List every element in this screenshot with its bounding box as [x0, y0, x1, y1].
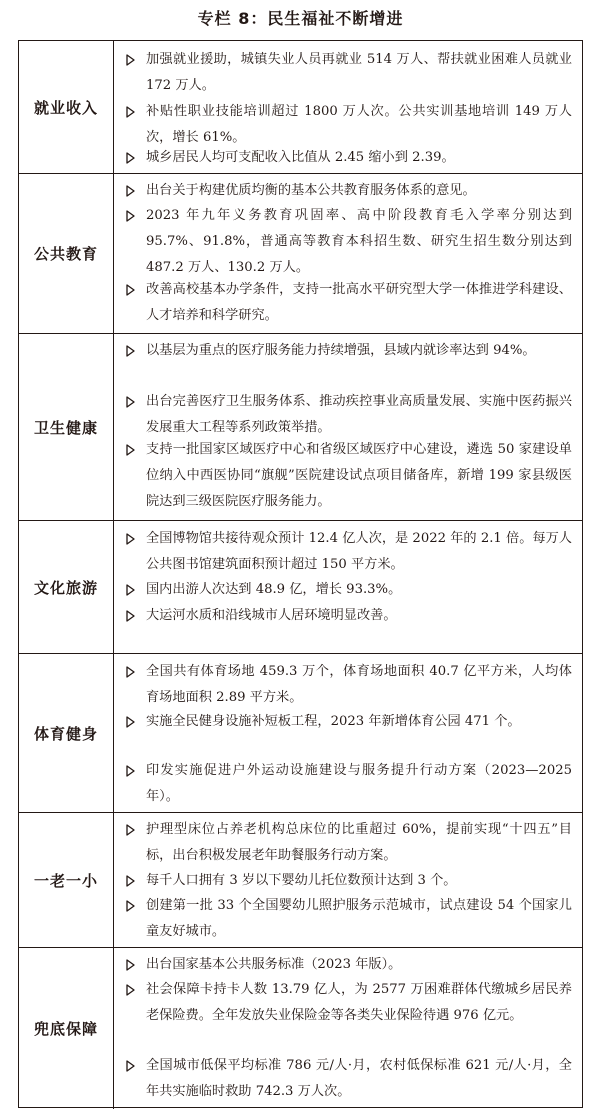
category-label: 一老一小 [19, 813, 114, 947]
arrow-bullet-icon [124, 444, 136, 456]
arrow-bullet-icon [124, 875, 136, 887]
items-cell [114, 41, 582, 173]
arrow-bullet-icon [124, 54, 136, 66]
list-item [124, 709, 572, 735]
arrow-bullet-icon [124, 610, 136, 622]
category-label: 兜底保障 [19, 948, 114, 1109]
list-item [124, 389, 572, 441]
item-text: 全国城市低保平均标准 786 元/人·月，农村低保标准 621 元/人·月，全年共实施临时救助 742.3 万人次。 [146, 1058, 572, 1099]
arrow-bullet-icon [124, 210, 136, 222]
item-text: 每千人口拥有 3 岁以下婴幼儿托位数预计达到 3 个。 [146, 873, 457, 888]
list-item [124, 99, 572, 151]
list-item [124, 145, 572, 171]
table-row-sports [19, 654, 582, 813]
category-label: 就业收入 [19, 41, 114, 173]
list-item [124, 277, 572, 329]
items-cell [114, 174, 582, 333]
item-text: 支持一批国家区域医疗中心和省级区域医疗中心建设，遴选 50 家建设单位纳入中西医协同“旗舰”医院建设试点项目储备库，新增 199 家县级医院达到三级医院医疗服务能力。 [146, 442, 572, 509]
arrow-bullet-icon [124, 666, 136, 678]
arrow-bullet-icon [124, 152, 136, 164]
items-cell [114, 654, 582, 812]
table-row-social-security [19, 948, 582, 1109]
category-label: 公共教育 [19, 174, 114, 333]
list-item [124, 577, 572, 603]
list-item [124, 952, 572, 978]
item-text: 全国共有体育场地 459.3 万个，体育场地面积 40.7 亿平方米，人均体育场地面积 2.89 平方米。 [146, 664, 572, 705]
arrow-bullet-icon [124, 284, 136, 296]
arrow-bullet-icon [124, 716, 136, 728]
arrow-bullet-icon [124, 1060, 136, 1072]
list-item [124, 893, 572, 945]
table-row-culture-tourism [19, 521, 582, 654]
category-label: 卫生健康 [19, 334, 114, 520]
item-text: 国内出游人次达到 48.9 亿，增长 93.3%。 [146, 582, 402, 597]
items-cell [114, 813, 582, 947]
list-item [124, 1053, 572, 1105]
table-row-health [19, 334, 582, 521]
item-text: 城乡居民人均可支配收入比值从 2.45 缩小到 2.39。 [146, 150, 455, 165]
item-text: 补贴性职业技能培训超过 1800 万人次。公共实训基地培训 149 万人次，增长 61%。 [146, 104, 572, 145]
arrow-bullet-icon [124, 533, 136, 545]
items-cell [114, 521, 582, 653]
items-cell [114, 948, 582, 1109]
item-text: 实施全民健身设施补短板工程，2023 年新增体育公园 471 个。 [146, 714, 521, 729]
list-item [124, 47, 572, 99]
item-text: 全国博物馆共接待观众预计 12.4 亿人次，是 2022 年的 2.1 倍。每万人公共图书馆建筑面积预计超过 150 平方米。 [146, 531, 572, 572]
category-label: 文化旅游 [19, 521, 114, 653]
item-text: 护理型床位占养老机构总床位的比重超过 60%，提前实现“十四五”目标，出台积极发展老年助餐服务行动方案。 [146, 822, 572, 863]
content-table [18, 40, 583, 1108]
arrow-bullet-icon [124, 185, 136, 197]
arrow-bullet-icon [124, 106, 136, 118]
arrow-bullet-icon [124, 765, 136, 777]
item-text: 加强就业援助，城镇失业人员再就业 514 万人、帮扶就业困难人员就业 172 万人。 [146, 52, 572, 93]
item-text: 以基层为重点的医疗服务能力持续增强，县域内就诊率达到 94%。 [146, 343, 536, 358]
category-label: 体育健身 [19, 654, 114, 812]
list-item [124, 338, 572, 364]
list-item [124, 817, 572, 869]
table-row-education [19, 174, 582, 334]
arrow-bullet-icon [124, 959, 136, 971]
table-row-employment [19, 41, 582, 174]
arrow-bullet-icon [124, 396, 136, 408]
table-row-elderly-children [19, 813, 582, 948]
item-text: 改善高校基本办学条件，支持一批高水平研究型大学一体推进学科建设、人才培养和科学研究。 [146, 282, 572, 323]
list-item [124, 758, 572, 810]
list-item [124, 868, 572, 894]
list-item [124, 603, 572, 629]
list-item [124, 526, 572, 578]
list-item [124, 977, 572, 1029]
arrow-bullet-icon [124, 984, 136, 996]
list-item [124, 203, 572, 281]
arrow-bullet-icon [124, 900, 136, 912]
item-text: 出台完善医疗卫生服务体系、推动疾控事业高质量发展、实施中医药振兴发展重大工程等系列政策举措。 [146, 394, 572, 435]
arrow-bullet-icon [124, 345, 136, 357]
item-text: 大运河水质和沿线城市人居环境明显改善。 [146, 608, 397, 623]
list-item [124, 437, 572, 515]
item-text: 创建第一批 33 个全国婴幼儿照护服务示范城市，试点建设 54 个国家儿童友好城市。 [146, 898, 572, 939]
items-cell [114, 334, 582, 520]
item-text: 2023 年九年义务教育巩固率、高中阶段教育毛入学率分别达到 95.7%、91.8%，普通高等教育本科招生数、研究生招生数分别达到 487.2 万人、130.2 万人。 [146, 208, 572, 275]
arrow-bullet-icon [124, 824, 136, 836]
item-text: 出台国家基本公共服务标准（2023 年版）。 [146, 957, 402, 972]
column-title: 专栏 8：民生福祉不断增进 [197, 9, 404, 28]
item-text: 印发实施促进户外运动设施建设与服务提升行动方案（2023—2025 年）。 [146, 763, 572, 804]
item-text: 出台关于构建优质均衡的基本公共教育服务体系的意见。 [146, 183, 476, 198]
item-text: 社会保障卡持卡人数 13.79 亿人，为 2577 万困难群体代缴城乡居民养老保险费。全年发放失业保险金等各类失业保险待遇 976 亿元。 [146, 982, 572, 1023]
list-item [124, 659, 572, 711]
arrow-bullet-icon [124, 584, 136, 596]
list-item [124, 178, 572, 204]
